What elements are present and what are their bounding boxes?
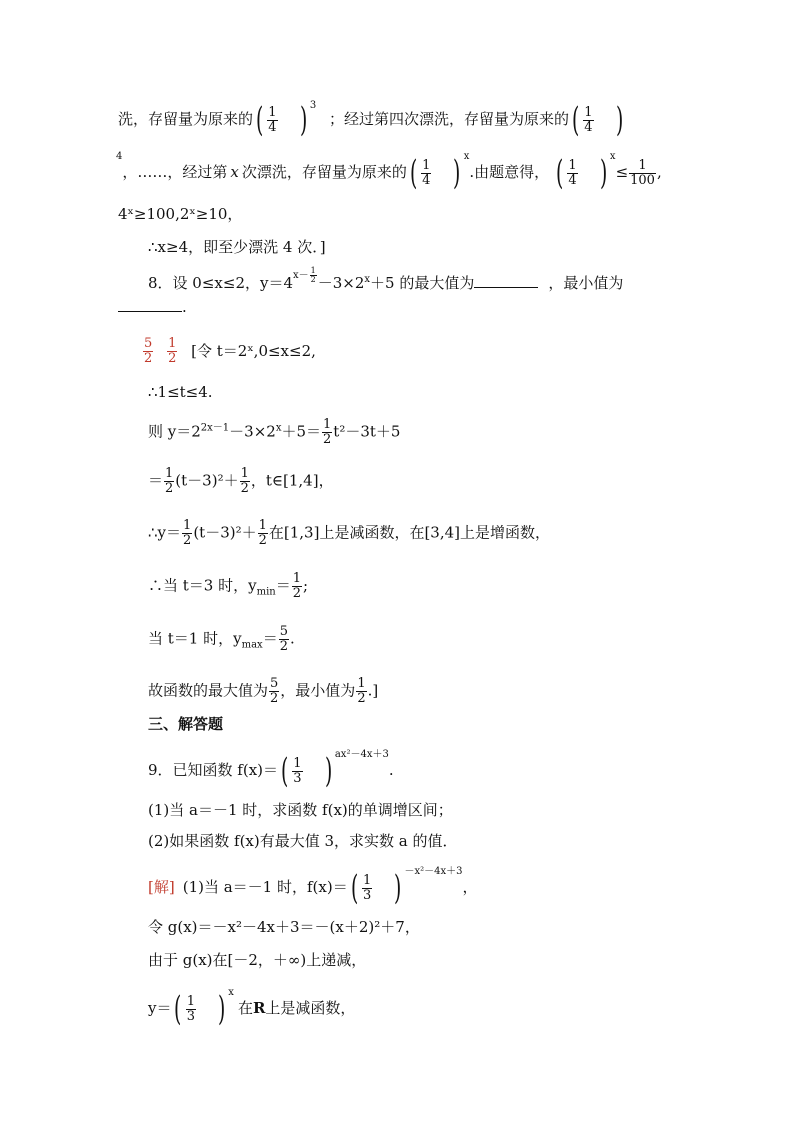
text: ≤ [615, 163, 629, 181]
fraction-1-2: $\frac{1}{2}$ [292, 571, 302, 601]
section-heading: 三、解答题 [148, 715, 224, 733]
set-R: R [252, 999, 266, 1017]
answer-blank-max[interactable] [474, 287, 538, 288]
text-line-1 [118, 100, 626, 140]
text: 洗，存留量为原来的 [118, 110, 254, 128]
fraction-1-3: $\frac{1}{3}$ [362, 872, 372, 903]
fraction-5-2: $\frac{5}{2}$ [279, 624, 288, 654]
text: 则 y＝2 [148, 422, 201, 441]
exponent: －x²－4x＋3 [404, 866, 463, 877]
fraction-1-4: $\frac{1}{4}$ [584, 104, 593, 135]
exponent: x [275, 422, 282, 434]
paren: ( [409, 153, 418, 193]
paren: ( [556, 153, 564, 193]
text: y＝ [148, 999, 172, 1017]
subscript: min [256, 586, 276, 598]
fraction-1-4: $\frac{1}{4}$ [422, 157, 431, 188]
var-x: x [230, 163, 239, 181]
paren: ( [571, 100, 580, 140]
text-line-6: . [118, 300, 187, 315]
fraction-1-3: $\frac{1}{3}$ [293, 755, 302, 786]
text: . [388, 761, 394, 779]
paren: ( [174, 989, 182, 1029]
text: ＋5＝ [281, 422, 322, 441]
text: ，最小值为 [548, 274, 624, 292]
text: －3×2 [229, 422, 276, 441]
text: ∴y＝ [148, 523, 182, 542]
paren: ) [324, 751, 332, 791]
fraction-5-2: $\frac{5}{2}$ [270, 676, 279, 706]
fraction-1-2: $\frac{1}{2}$ [357, 676, 366, 706]
text-line-2: $^4$，……，经过第 x 次漂洗，存留量为原来的( $\frac{1}{4}$ ) $^x$.由题意得， ( $\frac{1}{4}$ ) $^x$≤ $\frac{1}{100}$ , [116, 151, 662, 193]
text: [令 t＝2ˣ,0≤x≤2, [191, 341, 316, 360]
exponent: x [609, 151, 616, 162]
text: t²－3t＋5 [333, 422, 401, 441]
text: 故函数的最大值为 [148, 681, 269, 700]
exponent: x [228, 987, 234, 998]
answer-fraction-5-2: $\frac{5}{2}$ [144, 336, 153, 366]
question-8 [148, 266, 624, 292]
exponent: ax²－4x＋3 [334, 749, 389, 760]
solution-line-2: 令 g(x)＝－x²－4x＋3＝－(x＋2)²＋7， [148, 918, 420, 936]
fraction-1-4: $\frac{1}{4}$ [568, 157, 577, 188]
solution-line-1 [148, 866, 478, 908]
exponent: 2x－1 [200, 422, 230, 434]
text: ；经过第四次漂洗，存留量为原来的 [328, 110, 569, 128]
text: (t－3)²＋ [175, 471, 239, 490]
text: ＝ [262, 629, 278, 648]
fraction-1-2: $\frac{1}{2}$ [165, 466, 174, 496]
text: 当 t＝1 时，y [148, 629, 242, 648]
text: .] [367, 681, 379, 700]
text: ＝ [148, 471, 164, 490]
text-line-12 [148, 572, 308, 601]
paren: ) [615, 100, 623, 140]
fraction-1-2: $\frac{1}{2}$ [323, 417, 332, 447]
exponent: 4 [116, 151, 123, 162]
exponent: 3 [309, 100, 317, 111]
text-line-11 [148, 519, 550, 548]
text: . [289, 629, 295, 648]
paren: ) [218, 989, 226, 1029]
text-line-3: 4ˣ≥100,2ˣ≥10， [118, 205, 243, 223]
solution-line-4 [148, 987, 356, 1029]
text: 在 [237, 999, 253, 1017]
paren: ( [256, 100, 264, 140]
paren: ) [299, 100, 307, 140]
subscript: max [241, 639, 263, 651]
question-9 [148, 749, 394, 791]
text-line-8: ∴1≤t≤4. [148, 383, 213, 401]
paren: ( [350, 868, 358, 908]
text: ，最小值为 [280, 681, 356, 700]
fraction-1-3: $\frac{1}{3}$ [186, 993, 196, 1024]
text-line-14 [148, 677, 378, 706]
fraction-1-2: $\frac{1}{2}$ [240, 466, 249, 496]
paren: ) [394, 868, 402, 908]
question-9-part-2: (2)如果函数 f(x)有最大值 3，求实数 a 的值． [148, 832, 458, 850]
solution-line-3: 由于 g(x)在[－2，＋∞)上递减， [148, 951, 367, 969]
text-line-9 [148, 418, 400, 447]
solution-tag: [解] [148, 878, 175, 896]
exponent: x [364, 274, 371, 285]
text: (1)当 a＝－1 时，f(x)＝ [182, 878, 348, 896]
text: ，……，经过第 [122, 163, 228, 181]
text-line-13 [148, 625, 295, 654]
text: ∴当 t＝3 时，y [148, 576, 257, 595]
text: －3×2 [317, 274, 365, 292]
fraction-1-2: $\frac{1}{2}$ [183, 518, 192, 548]
text-line-4: ∴x≥4，即至少漂洗 4 次．] [148, 238, 326, 256]
text: .由题意得， [469, 163, 550, 181]
text: 上是减函数， [265, 999, 356, 1017]
text: 8．设 0≤x≤2，y＝4 [148, 274, 294, 292]
paren: ) [453, 153, 461, 193]
answer-8 [142, 337, 316, 366]
text: ，t∈[1,4]， [250, 471, 334, 490]
text: ＝ [275, 576, 291, 595]
text: (t－3)²＋ [193, 523, 257, 542]
text: ; [303, 576, 309, 595]
text-line-10 [148, 467, 334, 496]
text: 9．已知函数 f(x)＝ [148, 761, 279, 779]
question-9-part-1: (1)当 a＝－1 时，求函数 f(x)的单调增区间； [148, 801, 453, 819]
text: ＋5 的最大值为 [370, 274, 475, 292]
paren: ( [281, 751, 289, 791]
answer-fraction-1-2: $\frac{1}{2}$ [168, 336, 177, 366]
paren: ) [599, 153, 607, 193]
answer-blank-min[interactable] [118, 311, 182, 312]
text: ， [462, 878, 478, 896]
text: 次漂洗，存留量为原来的 [241, 163, 407, 181]
fraction-1-4: $\frac{1}{4}$ [268, 104, 277, 135]
text: 在[1,3]上是减函数，在[3,4]上是增函数， [268, 523, 551, 542]
exponent: x－ 1 2 [293, 266, 316, 284]
fraction-1-100: $\frac{1}{100}$ [630, 157, 655, 188]
fraction-1-2: $\frac{1}{2}$ [258, 518, 267, 548]
exponent: x [463, 151, 470, 162]
